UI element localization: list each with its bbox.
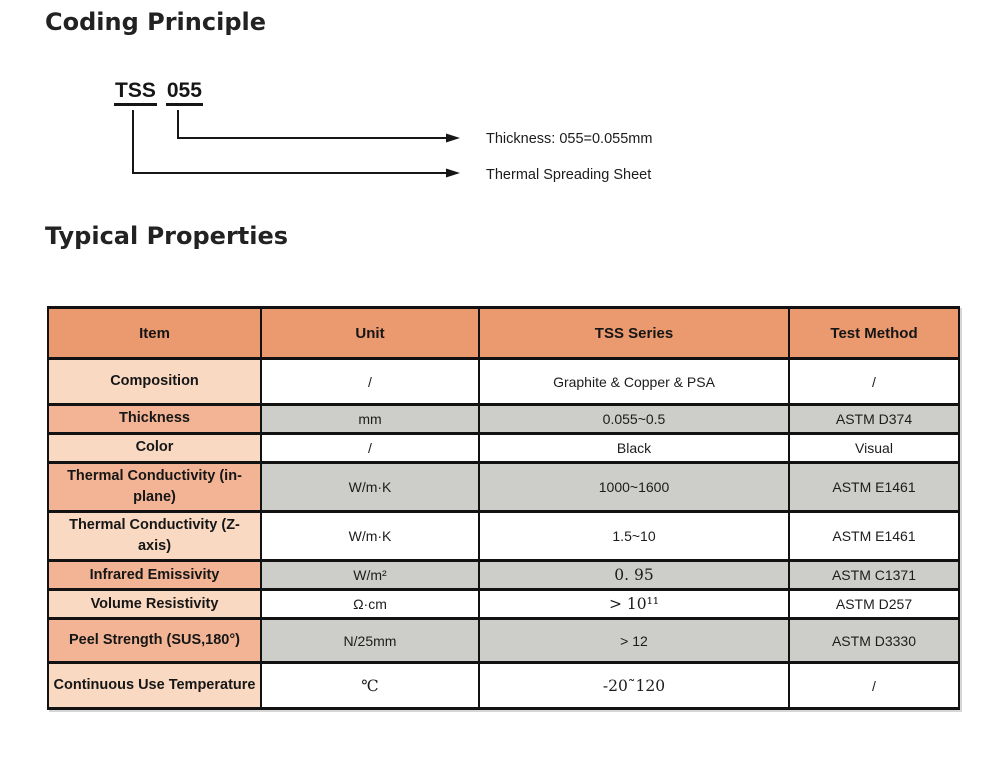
table-header-row xyxy=(48,308,959,359)
table-row xyxy=(48,512,959,561)
cell-method: ASTM C1371 xyxy=(789,561,959,590)
cell-value: -20˜120 xyxy=(479,663,789,709)
cell-value: 1000~1600 xyxy=(479,463,789,512)
cell-value: 1.5~10 xyxy=(479,512,789,561)
cell-unit: / xyxy=(261,359,479,405)
cell-value: Graphite & Copper & PSA xyxy=(479,359,789,405)
cell-unit: / xyxy=(261,434,479,463)
table-row xyxy=(48,663,959,709)
cell-value: > 12 xyxy=(479,619,789,663)
cell-method: ASTM E1461 xyxy=(789,463,959,512)
cell-method: / xyxy=(789,663,959,709)
cell-method: ASTM D257 xyxy=(789,590,959,619)
cell-item: Volume Resistivity xyxy=(48,590,261,619)
cell-item: Continuous Use Temperature xyxy=(48,663,261,709)
cell-unit: W/m² xyxy=(261,561,479,590)
cell-value: Black xyxy=(479,434,789,463)
column-header-test-method: Test Method xyxy=(789,308,959,359)
cell-method: Visual xyxy=(789,434,959,463)
cell-item: Infrared Emissivity xyxy=(48,561,261,590)
cell-item: Peel Strength (SUS,180°) xyxy=(48,619,261,663)
cell-unit: ℃ xyxy=(261,663,479,709)
table-row xyxy=(48,561,959,590)
product-code xyxy=(114,79,203,106)
cell-unit: Ω·cm xyxy=(261,590,479,619)
cell-item: Color xyxy=(48,434,261,463)
cell-item: Thickness xyxy=(48,405,261,434)
cell-value: 0.055~0.5 xyxy=(479,405,789,434)
callout-thickness: Thickness: 055=0.055mm xyxy=(486,131,653,147)
cell-method: ASTM E1461 xyxy=(789,512,959,561)
cell-value: 0. 95 xyxy=(479,561,789,590)
product-code-prefix: TSS xyxy=(114,79,157,106)
cell-unit: mm xyxy=(261,405,479,434)
properties-table xyxy=(47,306,960,710)
cell-value: > 10¹¹ xyxy=(479,590,789,619)
table-row xyxy=(48,619,959,663)
cell-item: Thermal Conductivity (in-plane) xyxy=(48,463,261,512)
column-header-tss-series: TSS Series xyxy=(479,308,789,359)
section-title-typical-properties: Typical Properties xyxy=(45,222,289,250)
cell-item: Composition xyxy=(48,359,261,405)
cell-unit: N/25mm xyxy=(261,619,479,663)
callout-product-type: Thermal Spreading Sheet xyxy=(486,167,652,183)
cell-item: Thermal Conductivity (Z-axis) xyxy=(48,512,261,561)
cell-method: ASTM D374 xyxy=(789,405,959,434)
section-title-coding-principle: Coding Principle xyxy=(45,8,267,36)
column-header-item: Item xyxy=(48,308,261,359)
column-header-unit: Unit xyxy=(261,308,479,359)
table-row xyxy=(48,590,959,619)
cell-unit: W/m·K xyxy=(261,463,479,512)
cell-method: ASTM D3330 xyxy=(789,619,959,663)
arrowhead-icon xyxy=(446,169,460,178)
cell-method: / xyxy=(789,359,959,405)
callout-arrow-lines xyxy=(0,0,480,200)
cell-unit: W/m·K xyxy=(261,512,479,561)
product-code-thickness: 055 xyxy=(166,79,203,106)
table-row xyxy=(48,359,959,405)
arrowhead-icon xyxy=(446,134,460,143)
table-row xyxy=(48,463,959,512)
table-row xyxy=(48,434,959,463)
table-row xyxy=(48,405,959,434)
